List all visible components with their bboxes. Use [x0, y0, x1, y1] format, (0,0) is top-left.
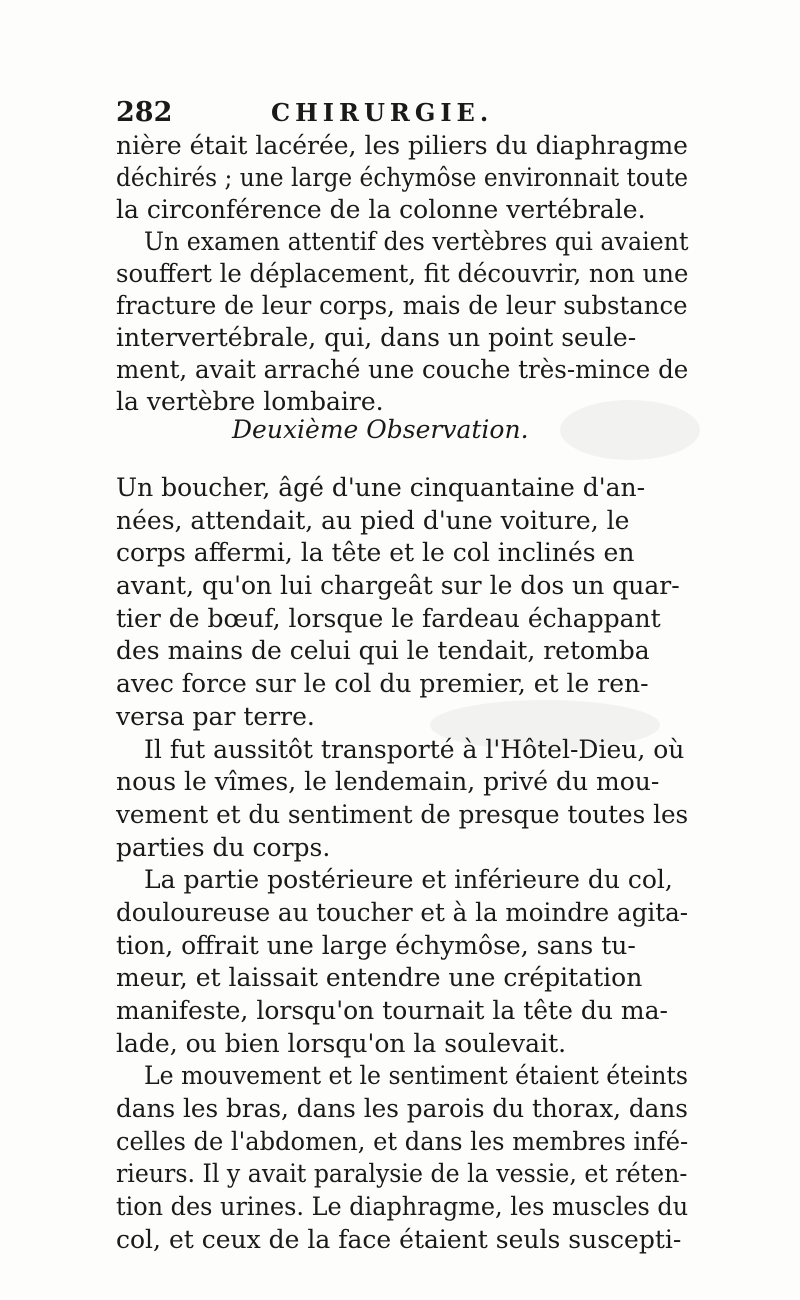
text-line: nous le vîmes, le lendemain, privé du mou- — [116, 767, 660, 797]
text-line: lade, ou bien lorsqu'on la soulevait. — [116, 1028, 567, 1058]
text-line: la vertèbre lombaire. — [116, 387, 384, 416]
section-title: Deuxième Observation. — [232, 415, 529, 444]
text-line: avant, qu'on lui chargeât sur le dos un quar- — [116, 571, 680, 601]
text-line: rieurs. Il y avait paralysie de la vessie, et réten- — [116, 1159, 688, 1189]
text-line: versa par terre. — [116, 701, 315, 731]
text-line: Un examen attentif des vertèbres qui avaient — [144, 227, 689, 256]
text-line: dans les bras, dans les parois du thorax, dans — [116, 1094, 688, 1124]
text-block-bottom — [116, 472, 688, 1257]
text-line: col, et ceux de la face étaient seuls suscepti- — [116, 1224, 682, 1254]
text-line: tier de bœuf, lorsque le fardeau échappant — [116, 603, 661, 633]
text-line: meur, et laissait entendre une crépitation — [116, 963, 643, 993]
text-line: Un boucher, âgé d'une cinquantaine d'an- — [116, 473, 646, 502]
page-header — [116, 93, 686, 133]
text-line: nière était lacérée, les piliers du diaphragme — [116, 131, 688, 160]
text-line: douloureuse au toucher et à la moindre agita- — [116, 897, 689, 927]
text-line: souffert le déplacement, fit découvrir, non une — [116, 259, 689, 288]
text-line: déchirés ; une large échymôse environnait toute — [116, 163, 689, 192]
text-line: ment, avait arraché une couche très-mince de — [116, 355, 689, 384]
text-line: des mains de celui qui le tendait, retomba — [116, 636, 650, 666]
running-head: CHIRURGIE. — [271, 98, 494, 127]
text-line: parties du corps. — [116, 832, 331, 862]
text-line: nées, attendait, au pied d'une voiture, le — [116, 505, 630, 535]
text-line: manifeste, lorsqu'on tournait la tête du ma- — [116, 996, 668, 1025]
text-line: tion des urines. Le diaphragme, les muscles du — [116, 1192, 689, 1222]
text-line: vement et du sentiment de presque toutes les — [116, 799, 689, 829]
text-line: corps affermi, la tête et le col inclinés en — [116, 538, 635, 568]
text-line: fracture de leur corps, mais de leur substance — [116, 291, 688, 320]
text-line: avec force sur le col du premier, et le ren- — [116, 669, 649, 699]
text-line: Il fut aussitôt transporté à l'Hôtel-Dieu, où — [144, 734, 685, 764]
text-line: Le mouvement et le sentiment étaient éteints — [144, 1061, 688, 1091]
page-number: 282 — [116, 97, 173, 128]
text-line: celles de l'abdomen, et dans les membres infé- — [116, 1126, 689, 1156]
text-line: la circonférence de la colonne vertébrale. — [116, 195, 646, 224]
text-block-top — [116, 130, 688, 418]
text-line: intervertébrale, qui, dans un point seule- — [116, 323, 637, 352]
text-line: tion, offrait une large échymôse, sans tu- — [116, 930, 636, 960]
text-line: La partie postérieure et inférieure du col, — [144, 865, 673, 895]
